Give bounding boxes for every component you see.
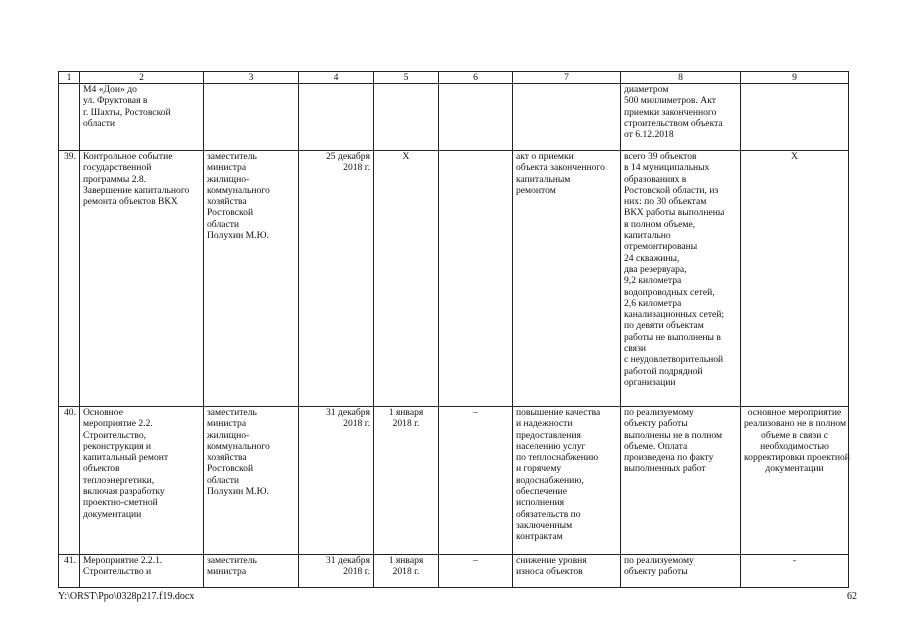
column-number-cell: 7 xyxy=(513,72,621,84)
actual-start-cell xyxy=(374,407,439,555)
text-line: 2018 г. xyxy=(392,418,420,430)
text-line: в полном объеме, xyxy=(624,218,696,230)
text-line: Мероприятие 2.2.1. xyxy=(83,555,163,566)
actual-start-cell xyxy=(374,151,439,407)
text-line: контрактам xyxy=(516,531,563,543)
text-line: Полухин М.Ю. xyxy=(207,230,269,242)
expected-result-cell xyxy=(513,84,621,151)
text-line: и надежности xyxy=(516,418,573,430)
text-line: 2018 г. xyxy=(343,566,370,578)
actual-end-cell xyxy=(439,84,513,151)
text-line: объеме в связи с xyxy=(761,429,828,441)
text-line: мероприятие 2.2. xyxy=(83,418,153,430)
text-line: обеспечение xyxy=(516,486,568,498)
text-line: заместитель xyxy=(207,555,257,566)
text-line: 25 декабря xyxy=(326,151,370,162)
text-line: диаметром xyxy=(624,84,669,95)
text-line: капитально xyxy=(624,230,671,242)
text-line: 9,2 километра xyxy=(624,275,682,287)
row-number-cell xyxy=(59,84,80,151)
column-number-cell: 3 xyxy=(204,72,299,84)
text-line: 2,6 километра xyxy=(624,297,682,309)
actual-end-cell xyxy=(439,407,513,555)
text-line: объектов xyxy=(83,463,120,475)
text-line: выполненных работ xyxy=(624,463,706,475)
actual-end-cell xyxy=(439,151,513,407)
text-line: от 6.12.2018 xyxy=(624,129,674,141)
text-line: 31 декабря xyxy=(326,555,370,566)
text-line: капитальный ремонт xyxy=(83,452,169,464)
text-line: ремонта объектов ВКХ xyxy=(83,196,178,208)
text-line: Ростовской xyxy=(207,463,254,475)
text-line: 500 миллиметров. Акт xyxy=(624,95,716,107)
text-line: приемки законченного xyxy=(624,106,717,118)
text-line: проектно-сметной xyxy=(83,497,158,509)
text-line: объекта законченного xyxy=(516,162,605,174)
actual-result-cell xyxy=(621,555,741,588)
text-line: основное мероприятие xyxy=(747,407,842,418)
text-line: водопроводных сетей, xyxy=(624,286,715,298)
planned-date-cell xyxy=(299,555,374,588)
text-line: по реализуемому xyxy=(624,555,694,566)
text-line: 1 января xyxy=(388,555,424,566)
event-name-cell xyxy=(80,151,204,407)
text-line: хозяйства xyxy=(207,452,247,464)
text-line: коммунального xyxy=(207,440,270,452)
text-line: министра xyxy=(207,418,247,430)
text-line: заключенным xyxy=(516,519,573,531)
text-line: Х xyxy=(791,151,798,162)
column-number-row xyxy=(59,72,849,84)
text-line: г. Шахты, Ростовской xyxy=(83,106,171,118)
text-line: обязательств по xyxy=(516,508,581,520)
column-number-cell: 1 xyxy=(59,72,80,84)
text-line: износа объектов xyxy=(516,566,583,578)
expected-result-cell xyxy=(513,555,621,588)
text-line: Строительство и xyxy=(83,566,152,578)
text-line: 2018 г. xyxy=(392,566,420,578)
text-line: ремонтом xyxy=(516,184,556,196)
column-number-cell: 9 xyxy=(741,72,849,84)
text-line: - xyxy=(792,555,797,566)
responsible-cell xyxy=(204,151,299,407)
expected-result-cell xyxy=(513,407,621,555)
planned-date-cell xyxy=(299,151,374,407)
text-line: области xyxy=(207,474,240,486)
text-line: выполнены не в полном xyxy=(624,429,723,441)
text-line: корректировки проектной xyxy=(744,452,850,464)
text-line: всего 39 объектов xyxy=(624,151,697,162)
text-line: объеме. Оплата xyxy=(624,440,688,452)
actual-end-cell xyxy=(439,555,513,588)
text-line: повышение качества xyxy=(516,407,601,418)
column-number-cell: 8 xyxy=(621,72,741,84)
text-line: ул. Фруктовая в xyxy=(83,95,148,107)
text-line: и горячему xyxy=(516,463,562,475)
text-line: документации xyxy=(765,463,824,475)
text-line: 2018 г. xyxy=(343,418,370,430)
responsible-cell xyxy=(204,84,299,151)
column-number-cell: 4 xyxy=(299,72,374,84)
text-line: коммунального xyxy=(207,184,270,196)
text-line: заместитель xyxy=(207,151,257,162)
event-name-cell xyxy=(80,555,204,588)
page-number: 62 xyxy=(847,591,857,602)
text-line: образованиях в xyxy=(624,173,687,185)
column-number-cell: 5 xyxy=(374,72,439,84)
actual-start-cell xyxy=(374,84,439,151)
text-line: работы не выполнены в xyxy=(624,331,721,343)
text-line: включая разработку xyxy=(83,486,165,498)
text-line: государственной xyxy=(83,162,152,174)
row-number-cell: 39. xyxy=(59,151,80,407)
text-line: – xyxy=(473,555,478,566)
text-line: Строительство, xyxy=(83,429,147,441)
reason-cell xyxy=(741,407,849,555)
text-line: Ростовской области, из xyxy=(624,184,719,196)
text-line: Контрольное событие xyxy=(83,151,173,162)
event-name-cell xyxy=(80,84,204,151)
text-line: жилищно- xyxy=(207,173,250,185)
text-line: канализационных сетей; xyxy=(624,309,725,321)
text-line: М4 «Дон» до xyxy=(83,84,137,95)
text-line: водоснабжению, xyxy=(516,474,584,486)
text-line: снижение уровня xyxy=(516,555,587,566)
text-line: произведена по факту xyxy=(624,452,714,464)
planned-date-cell xyxy=(299,407,374,555)
text-line: Завершение капитального xyxy=(83,184,190,196)
text-line: по реализуемому xyxy=(624,407,694,418)
text-line: – xyxy=(473,407,478,418)
text-line: ВКХ работы выполнены xyxy=(624,207,725,219)
text-line: Основное xyxy=(83,407,123,418)
column-number-cell: 6 xyxy=(439,72,513,84)
row-number-cell: 40. xyxy=(59,407,80,555)
footer-file-path: Y:\ORST\Ppo\0328p217.f19.docx xyxy=(58,591,195,602)
text-line: объекту работы xyxy=(624,418,688,430)
text-line: с неудовлетворительной xyxy=(624,354,724,366)
actual-result-cell xyxy=(621,151,741,407)
actual-start-cell xyxy=(374,555,439,588)
text-line: документации xyxy=(83,508,142,520)
text-line: министра xyxy=(207,162,247,174)
text-line: реализовано не в полном xyxy=(744,418,847,430)
responsible-cell xyxy=(204,555,299,588)
reason-cell xyxy=(741,555,849,588)
responsible-cell xyxy=(204,407,299,555)
text-line: Ростовской xyxy=(207,207,254,219)
text-line: Полухин М.Ю. xyxy=(207,486,269,498)
document-table xyxy=(58,71,849,588)
row-number-cell: 41. xyxy=(59,555,80,588)
reason-cell xyxy=(741,84,849,151)
column-number-cell: 2 xyxy=(80,72,204,84)
text-line: 31 декабря xyxy=(326,407,370,418)
text-line: предоставления xyxy=(516,429,581,441)
text-line: министра xyxy=(207,566,247,578)
text-line: организации xyxy=(624,376,676,388)
table-row xyxy=(59,84,849,151)
actual-result-cell xyxy=(621,84,741,151)
text-line: по теплоснабжению xyxy=(516,452,599,464)
text-line: 1 января xyxy=(388,407,424,418)
text-line: 2018 г. xyxy=(343,162,370,174)
reason-cell xyxy=(741,151,849,407)
text-line: области xyxy=(207,218,240,230)
actual-result-cell xyxy=(621,407,741,555)
text-line: капитальным xyxy=(516,173,571,185)
text-line: исполнения xyxy=(516,497,565,509)
expected-result-cell xyxy=(513,151,621,407)
event-name-cell xyxy=(80,407,204,555)
planned-date-cell xyxy=(299,84,374,151)
text-line: связи xyxy=(624,343,646,355)
text-line: по девяти объектам xyxy=(624,320,704,332)
text-line: отремонтированы xyxy=(624,241,698,253)
text-line: них: по 30 объектам xyxy=(624,196,707,208)
text-line: объекту работы xyxy=(624,566,688,578)
table-body xyxy=(59,72,849,588)
text-line: области xyxy=(83,117,116,129)
text-line: реконструкция и xyxy=(83,440,152,452)
text-line: 24 скважины, xyxy=(624,252,680,264)
text-line: строительством объекта xyxy=(624,117,723,129)
text-line: Х xyxy=(402,151,410,162)
text-line: в 14 муниципальных xyxy=(624,162,710,174)
table-row xyxy=(59,555,849,588)
text-line: два резервуара, xyxy=(624,263,687,275)
text-line: акт о приемки xyxy=(516,151,574,162)
text-line: населению услуг xyxy=(516,440,586,452)
table-row xyxy=(59,151,849,407)
text-line: заместитель xyxy=(207,407,257,418)
text-line: хозяйства xyxy=(207,196,247,208)
text-line: жилищно- xyxy=(207,429,250,441)
text-line: программы 2.8. xyxy=(83,173,147,185)
text-line: теплоэнергетики, xyxy=(83,474,155,486)
table-row xyxy=(59,407,849,555)
text-line: необходимостью xyxy=(760,440,829,452)
text-line: работой подрядной xyxy=(624,365,703,377)
